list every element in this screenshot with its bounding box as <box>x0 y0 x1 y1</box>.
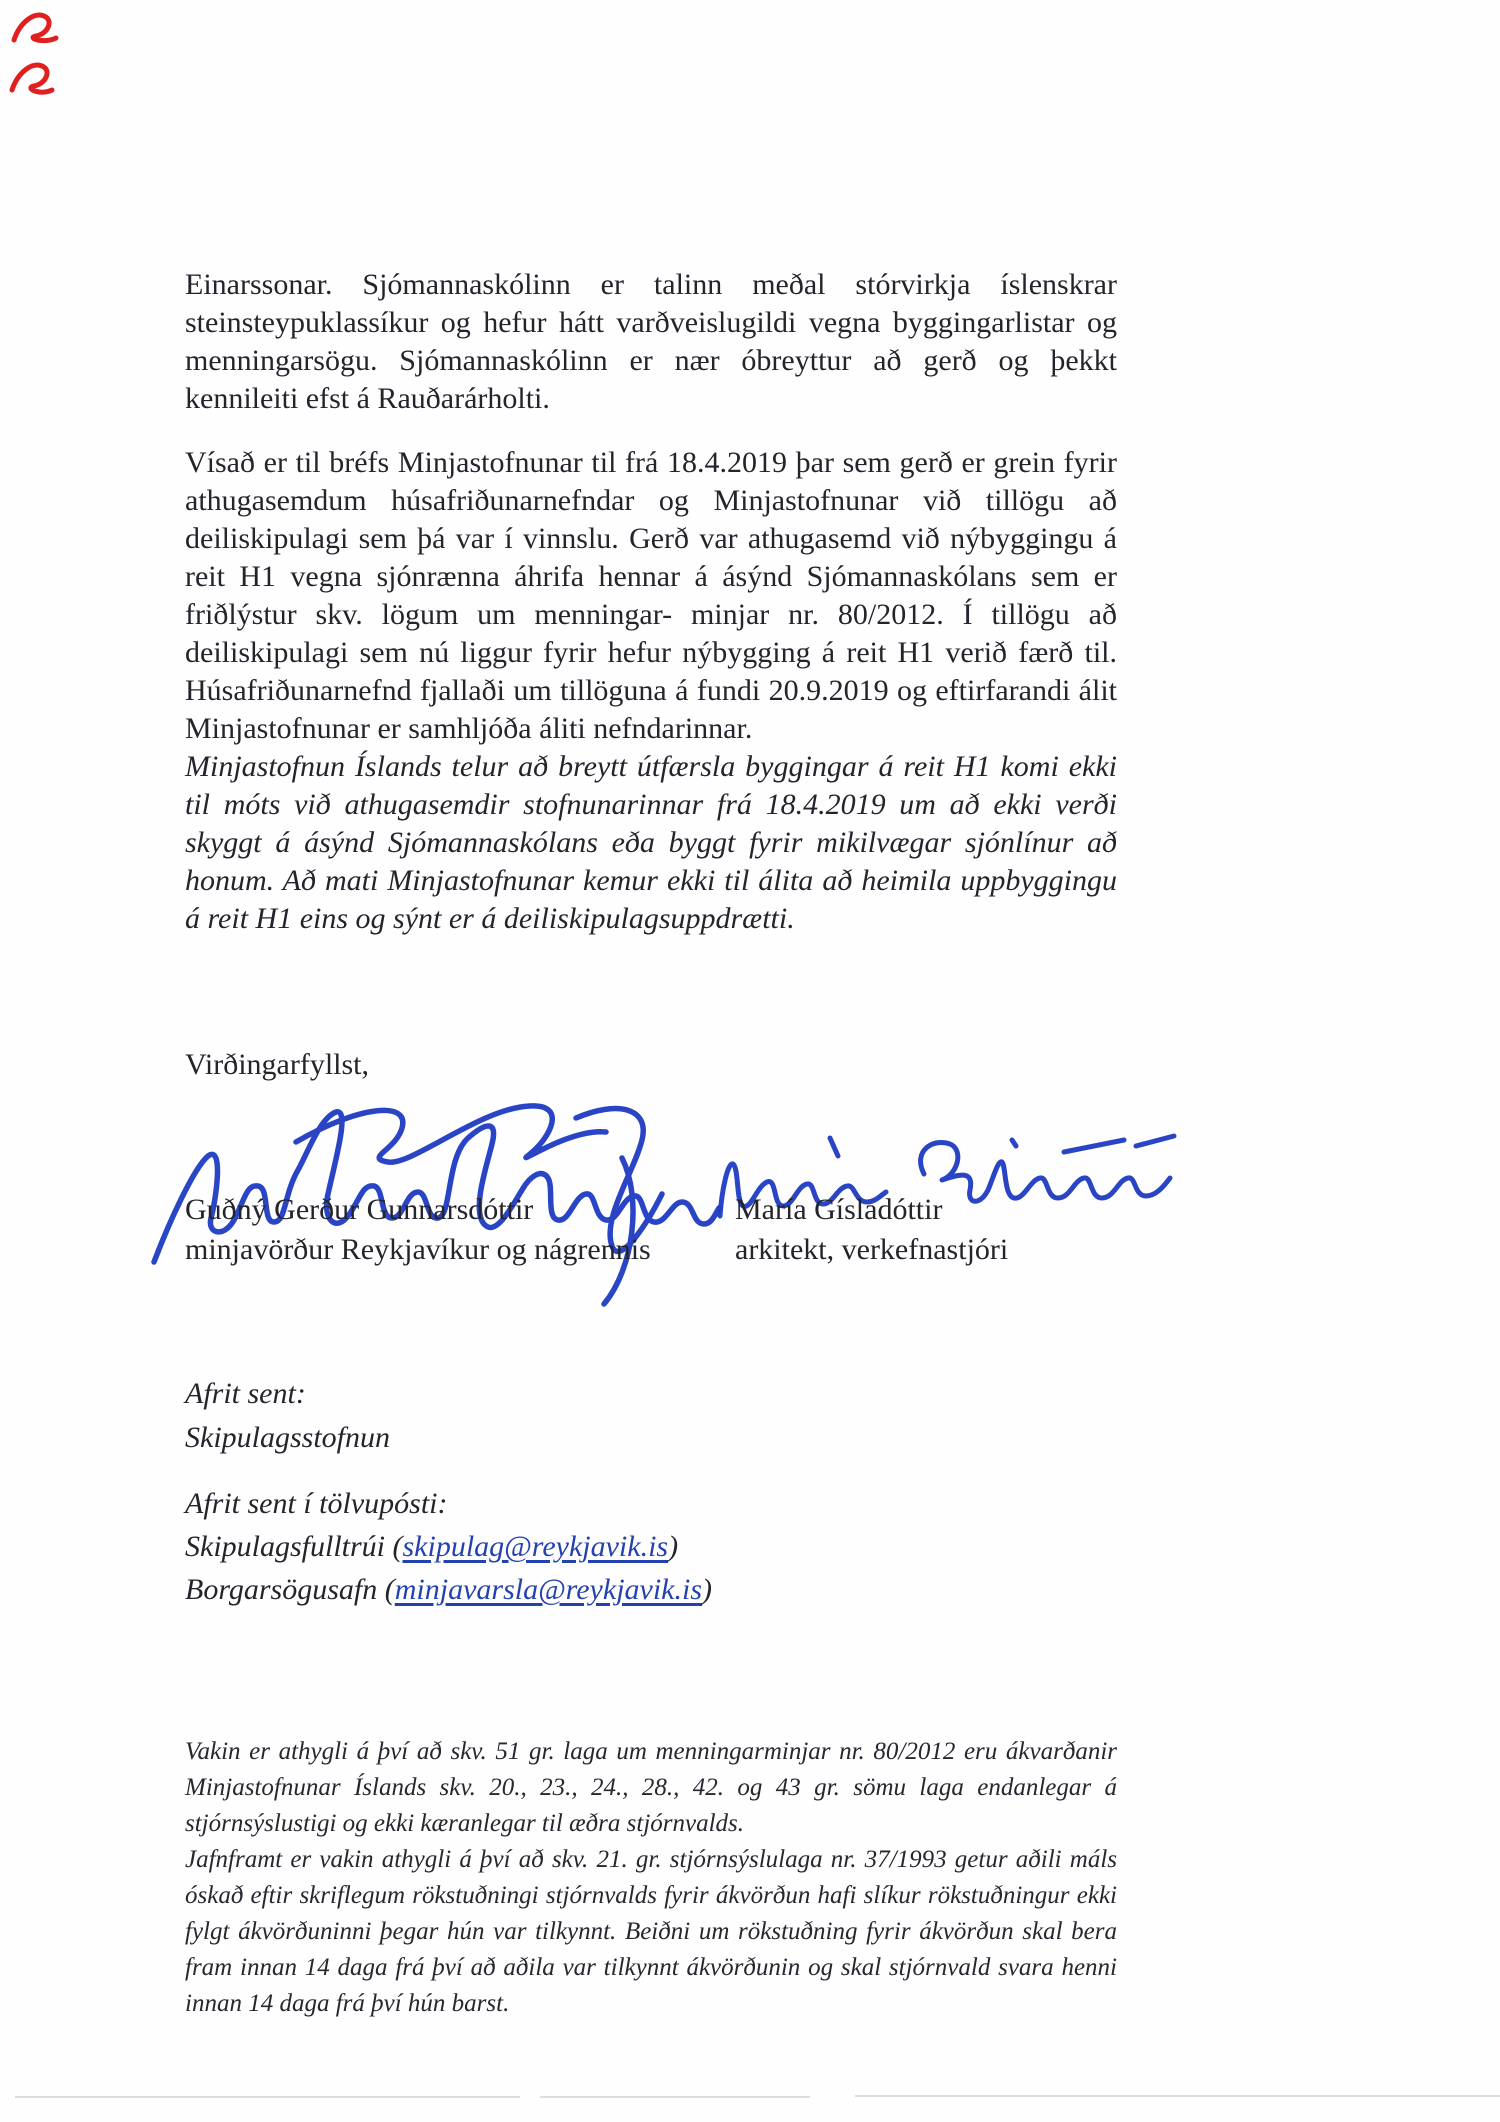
signer-title: arkitekt, verkefnastjóri <box>735 1233 1009 1266</box>
body-paragraph-2: Vísað er til bréfs Minjastofnunar til frá 18.4.2019 þar sem gerð er grein fyrir athugasemdum húsafriðunarnefndar og Minjastofnunar við tillögu að deiliskipulagi sem þá var í vinnslu. Gerð var athugasemd við nýbyggingu á reit H1 vegna sjónrænna áhrifa hennar á ásýnd Sjómannaskólans sem er friðlýstur skv. lögum um menningar- minjar nr. 80/2012. Í tillögu að deiliskipulagi sem nú liggur fyrir hefur nýbygging á reit H1 verið færð til. Húsafriðunarnefnd fjallaði um tillöguna á fundi 20.9.2019 og eftirfarandi álit Minjastofnunar er samhljóða áliti nefndarinnar. <box>185 446 1117 745</box>
signer-block-left <box>185 1190 651 1270</box>
email-link-minjavarsla[interactable]: minjavarsla@reykjavik.is <box>394 1573 703 1606</box>
copies-heading: Afrit sent: <box>185 1377 306 1410</box>
copies-recipient: Skipulagsstofnun <box>185 1421 391 1454</box>
scan-artifact-line <box>855 2095 1500 2097</box>
email-copy-suffix: ) <box>702 1573 713 1606</box>
email-copy-line <box>185 1525 712 1568</box>
email-copy-prefix: Borgarsögusafn ( <box>185 1573 395 1606</box>
footnote-paragraph-2: Jafnframt er vakin athygli á því að skv. 21. gr. stjórnsýslulaga nr. 37/1993 getur aðili máls óskað eftir skriflegum rökstuðningi stjórnvalds fyrir ákvörðun hafi slíkur rökstuðningur ekki fylgt ákvörðuninni þegar hún var tilkynnt. Beiðni um rökstuðning fyrir ákvörðun skal bera fram innan 14 daga frá því að aðila var tilkynnt ákvörðunin og skal stjórnvald svara henni innan 14 daga frá því hún barst. <box>185 1846 1117 2017</box>
opinion-paragraph-italic: Minjastofnun Íslands telur að breytt útfærsla byggingar á reit H1 komi ekki til móts við athugasemdir stofnunarinnar frá 18.4.2019 um að ekki verði skyggt á ásýnd Sjómannaskólans eða byggt fyrir mikilvægar sjónlínur að honum. Að mati Minjastofnunar kemur ekki til álita að heimila uppbyggingu á reit H1 eins og sýnt er á deiliskipulagsuppdrætti. <box>185 750 1117 935</box>
email-copies-block <box>185 1482 712 1611</box>
scan-artifact-line <box>15 2096 520 2098</box>
signer-block-right <box>735 1190 1008 1270</box>
footnote-paragraph-1: Vakin er athygli á því að skv. 51 gr. laga um menningarminjar nr. 80/2012 eru ákvarðanir Minjastofnunar Íslands skv. 20., 23., 24., 28., 42. og 43 gr. sömu laga endanlegar á stjórnsýslustigi og ekki kæranlegar til æðra stjórnvalds. <box>185 1738 1117 1837</box>
email-copy-suffix: ) <box>668 1530 679 1563</box>
email-copy-line <box>185 1568 712 1611</box>
signer-name: María Gísladóttir <box>735 1193 943 1226</box>
email-copy-prefix: Skipulagsfulltrúi ( <box>185 1530 403 1563</box>
scan-artifact-line <box>540 2096 810 2098</box>
signer-title: minjavörður Reykjavíkur og nágrennis <box>185 1233 651 1266</box>
legal-footnote <box>185 1734 1117 2022</box>
body-paragraph-1: Einarssonar. Sjómannaskólinn er talinn meðal stórvirkja íslenskrar steinsteypuklassíkur og hefur hátt varðveislugildi vegna byggingarlistar og menningarsögu. Sjómannaskólinn er nær óbreyttur að gerð og þekkt kennileiti efst á Rauðarárholti. <box>185 268 1117 415</box>
salutation: Virðingarfyllst, <box>185 1048 369 1081</box>
signer-name: Guðný Gerður Gunnarsdóttir <box>185 1193 534 1226</box>
body-paragraph-group <box>185 444 1117 938</box>
email-copies-heading: Afrit sent í tölvupósti: <box>185 1487 448 1520</box>
red-pen-marks <box>4 6 74 121</box>
email-link-skipulag[interactable]: skipulag@reykjavik.is <box>402 1530 669 1563</box>
copies-block <box>185 1372 390 1460</box>
